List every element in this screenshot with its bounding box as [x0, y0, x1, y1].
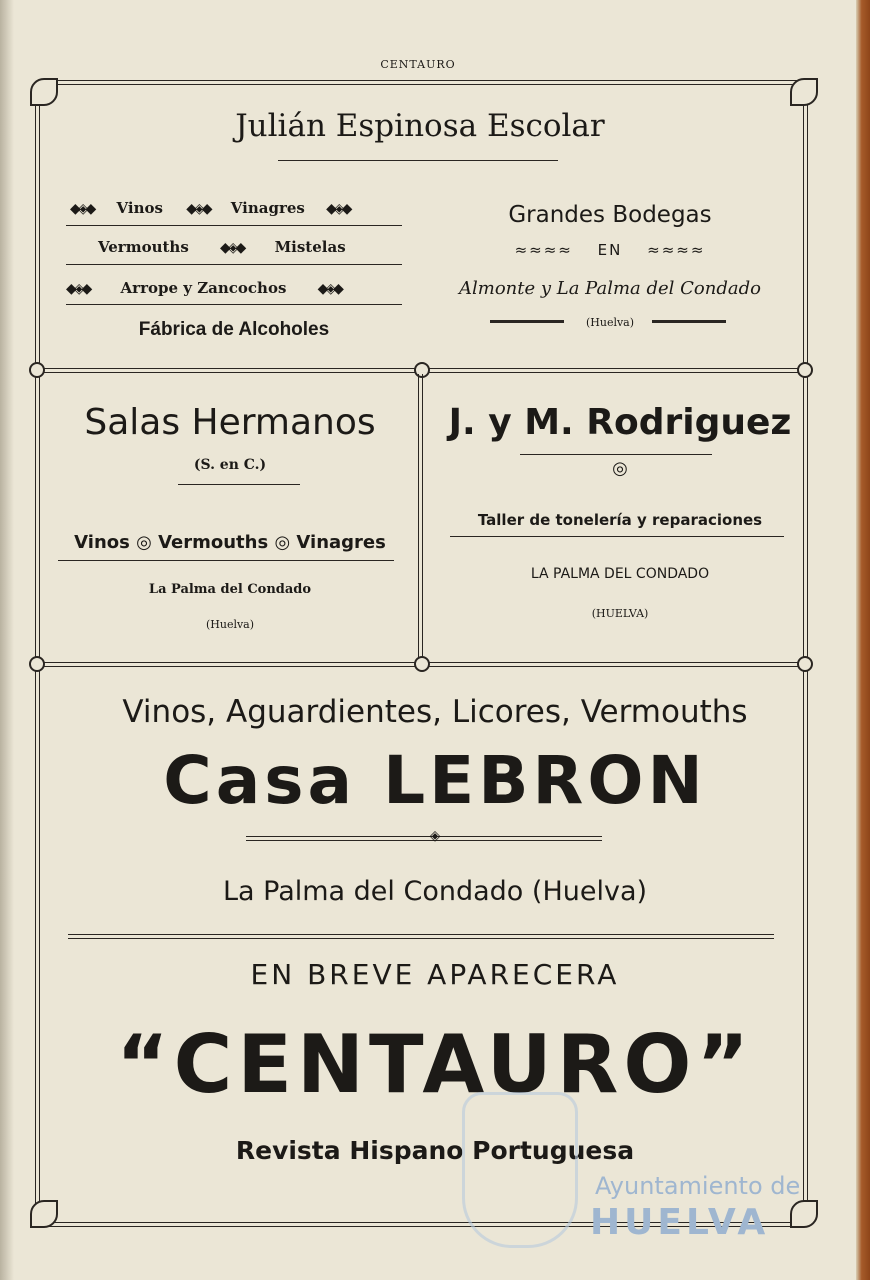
row-rule — [66, 225, 402, 226]
espinosa-bodegas: Grandes Bodegas — [508, 202, 712, 228]
wave-ornament: ≈≈≈≈ — [647, 241, 706, 259]
products-row-2 — [98, 238, 408, 256]
centauro-title: “CENTAURO” — [116, 1018, 754, 1111]
salas-products-rule — [58, 560, 394, 561]
salas-rule — [178, 484, 300, 485]
diamond-ornament: ◆◈◆ — [326, 201, 350, 217]
watermark-line-2: HUELVA — [590, 1202, 770, 1243]
diamond-ornament: ◆◈◆ — [220, 240, 244, 256]
coat-of-arms-watermark — [462, 1092, 578, 1248]
lebron-location: La Palma del Condado (Huelva) — [222, 876, 648, 907]
salas-town: La Palma del Condado — [148, 582, 312, 597]
centauro-subtitle: Revista Hispano Portuguesa — [235, 1136, 635, 1165]
divider-node — [797, 362, 813, 378]
target-ornament: ◎ — [612, 458, 628, 479]
lebron-ornament: ◈ — [429, 828, 441, 844]
products-row-3 — [66, 279, 406, 297]
product-mistelas: Mistelas — [274, 238, 346, 256]
diamond-ornament: ◆◈◆ — [70, 201, 94, 217]
espinosa-title: Julián Espinosa Escolar — [235, 108, 605, 144]
divider-node — [797, 656, 813, 672]
corner-ornament — [790, 78, 818, 106]
rodriguez-rule — [520, 454, 712, 455]
corner-ornament — [30, 78, 58, 106]
rodriguez-workshop-rule — [450, 536, 784, 537]
espinosa-factory: Fábrica de Alcoholes — [138, 319, 330, 340]
espinosa-province: (Huelva) — [585, 316, 635, 329]
title-underline — [278, 160, 558, 161]
diamond-ornament: ◆◈◆ — [186, 201, 210, 217]
page-edge — [856, 0, 870, 1280]
row-rule — [66, 304, 402, 305]
divider-node — [29, 362, 45, 378]
centauro-announce: EN BREVE APARECERA — [250, 958, 620, 991]
lebron-products: Vinos, Aguardientes, Licores, Vermouths — [122, 694, 748, 730]
spine-shadow — [0, 0, 14, 1280]
espinosa-places: Almonte y La Palma del Condado — [459, 278, 761, 299]
rodriguez-province: (HUELVA) — [591, 607, 649, 620]
en-word: EN — [597, 241, 623, 259]
diamond-ornament: ◆◈◆ — [66, 281, 90, 297]
frame-top — [40, 80, 806, 85]
salas-title: Salas Hermanos — [84, 402, 376, 443]
wave-ornament: ≈≈≈≈ — [514, 241, 573, 259]
corner-ornament — [30, 1200, 58, 1228]
running-head: CENTAURO — [380, 58, 456, 71]
divider-node — [414, 656, 430, 672]
divider-node — [29, 656, 45, 672]
rodriguez-town: LA PALMA DEL CONDADO — [530, 566, 710, 582]
corner-ornament — [790, 1200, 818, 1228]
product-arrope: Arrope y Zancochos — [120, 279, 287, 297]
rodriguez-title: J. y M. Rodriguez — [448, 402, 792, 443]
watermark-line-1: Ayuntamiento de — [595, 1172, 801, 1200]
product-vermouths: Vermouths — [98, 238, 189, 256]
diamond-ornament: ◆◈◆ — [317, 281, 341, 297]
row-rule — [66, 264, 402, 265]
product-vinagres: Vinagres — [230, 199, 305, 217]
en-line — [420, 241, 800, 259]
product-vinos: Vinos — [116, 199, 163, 217]
salas-products: Vinos ◎ Vermouths ◎ Vinagres — [74, 532, 386, 553]
products-row-1 — [70, 199, 410, 217]
salas-company-type: (S. en C.) — [193, 457, 267, 473]
lebron-name: Casa LEBRON — [163, 742, 707, 819]
salas-province: (Huelva) — [205, 618, 255, 631]
rodriguez-workshop: Taller de tonelería y reparaciones — [477, 511, 763, 529]
lebron-bottom-rule — [68, 934, 774, 939]
